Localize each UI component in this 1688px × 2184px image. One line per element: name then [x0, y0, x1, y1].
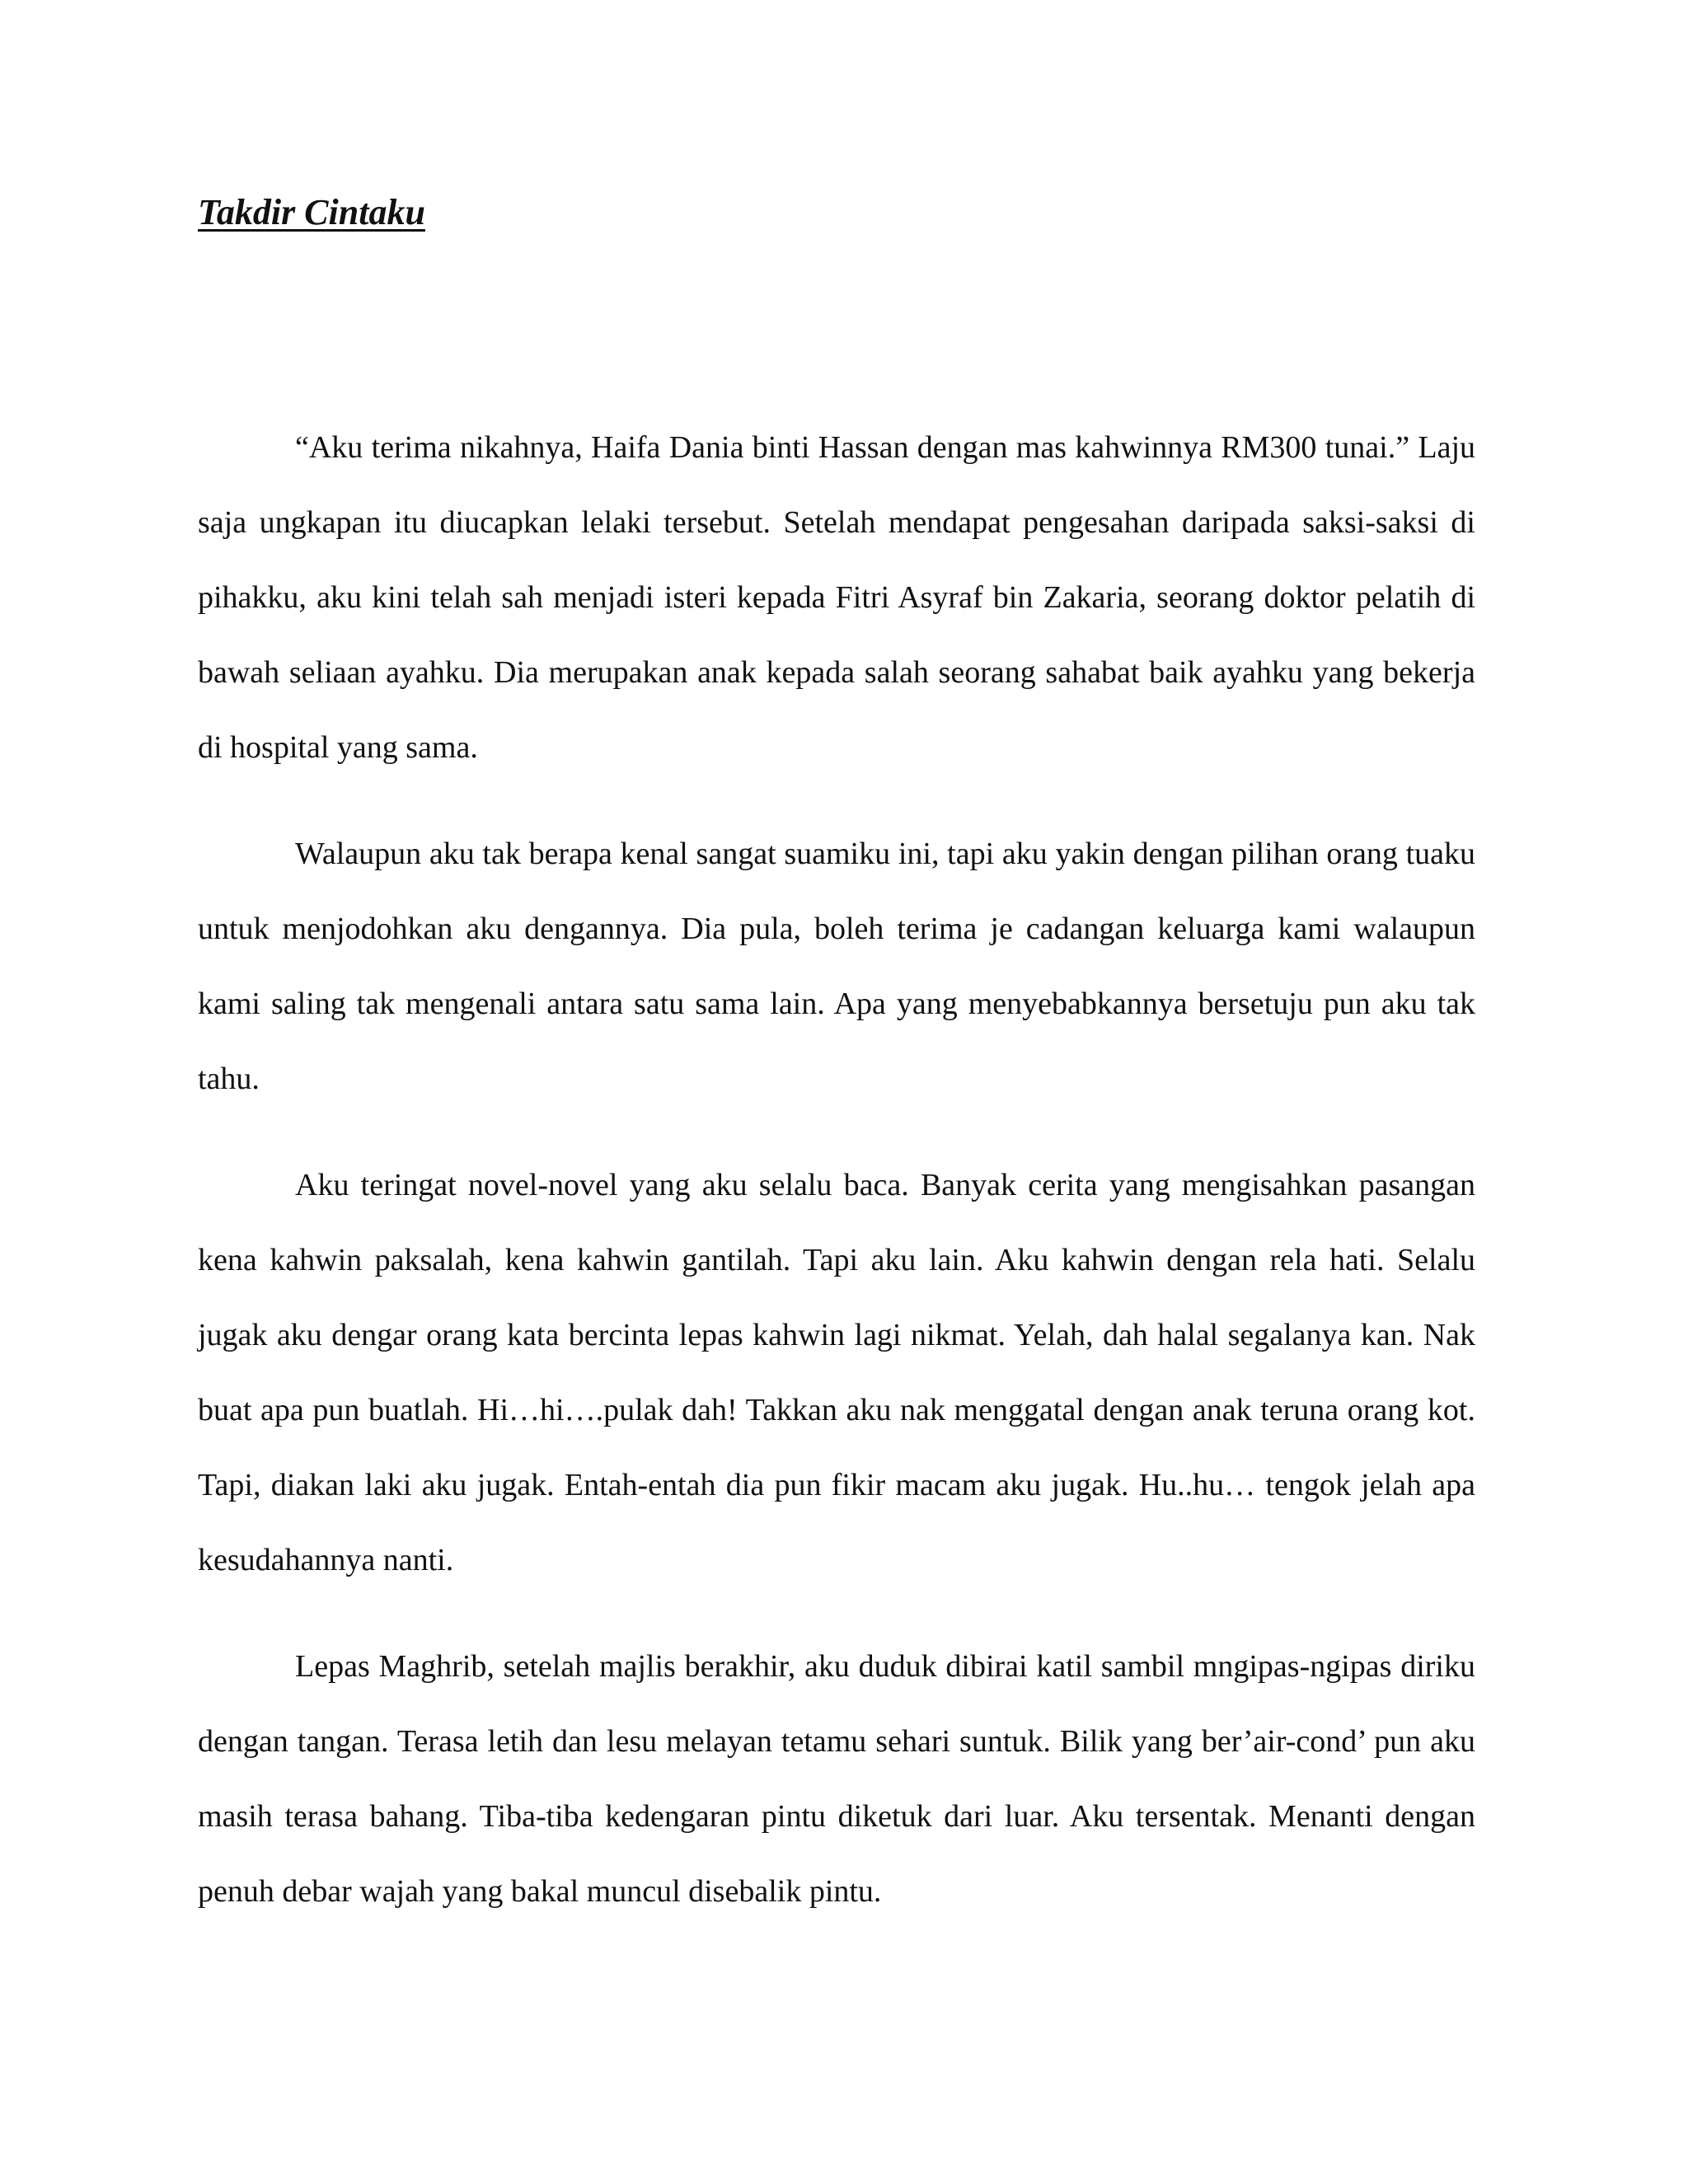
paragraph-1: “Aku terima nikahnya, Haifa Dania binti Hassan dengan mas kahwinnya RM300 tunai.” Laju saja ungkapan itu diucapkan lelaki tersebut. Setelah mendapat pengesahan daripada saksi-saksi di pihakku, aku kini telah sah menjadi isteri kepada Fitri Asyraf bin Zakaria, seorang doktor pelatih di bawah seliaan ayahku. Dia merupakan anak kepada salah seorang sahabat baik ayahku yang bekerja di hospital yang sama.	[198, 430, 1475, 765]
document-title: Takdir Cintaku	[198, 192, 425, 232]
paragraph-2: Walaupun aku tak berapa kenal sangat suamiku ini, tapi aku yakin dengan pilihan orang tuaku untuk menjodohkan aku dengannya. Dia pula, boleh terima je cadangan keluarga kami walaupun kami saling tak mengenali antara satu sama lain. Apa yang menyebabkannya bersetuju pun aku tak tahu.	[198, 837, 1475, 1096]
paragraph-4: Lepas Maghrib, setelah majlis berakhir, aku duduk dibirai katil sambil mngipas-ngipas diriku dengan tangan. Terasa letih dan lesu melayan tetamu sehari suntuk. Bilik yang ber’air-cond’ pun aku masih terasa bahang. Tiba-tiba kedengaran pintu diketuk dari luar. Aku tersentak. Menanti dengan penuh debar wajah yang bakal muncul disebalik pintu.	[198, 1649, 1475, 1909]
paragraph-3: Aku teringat novel-novel yang aku selalu baca. Banyak cerita yang mengisahkan pasangan kena kahwin paksalah, kena kahwin gantilah. Tapi aku lain. Aku kahwin dengan rela hati. Selalu jugak aku dengar orang kata bercinta lepas kahwin lagi nikmat. Yelah, dah halal segalanya kan. Nak buat apa pun buatlah. Hi…hi….pulak dah! Takkan aku nak menggatal dengan anak teruna orang kot. Tapi, diakan laki aku jugak. Entah-entah dia pun fikir macam aku jugak. Hu..hu… tengok jelah apa kesudahannya nanti.	[198, 1168, 1475, 1577]
document-body	[198, 410, 1475, 1961]
